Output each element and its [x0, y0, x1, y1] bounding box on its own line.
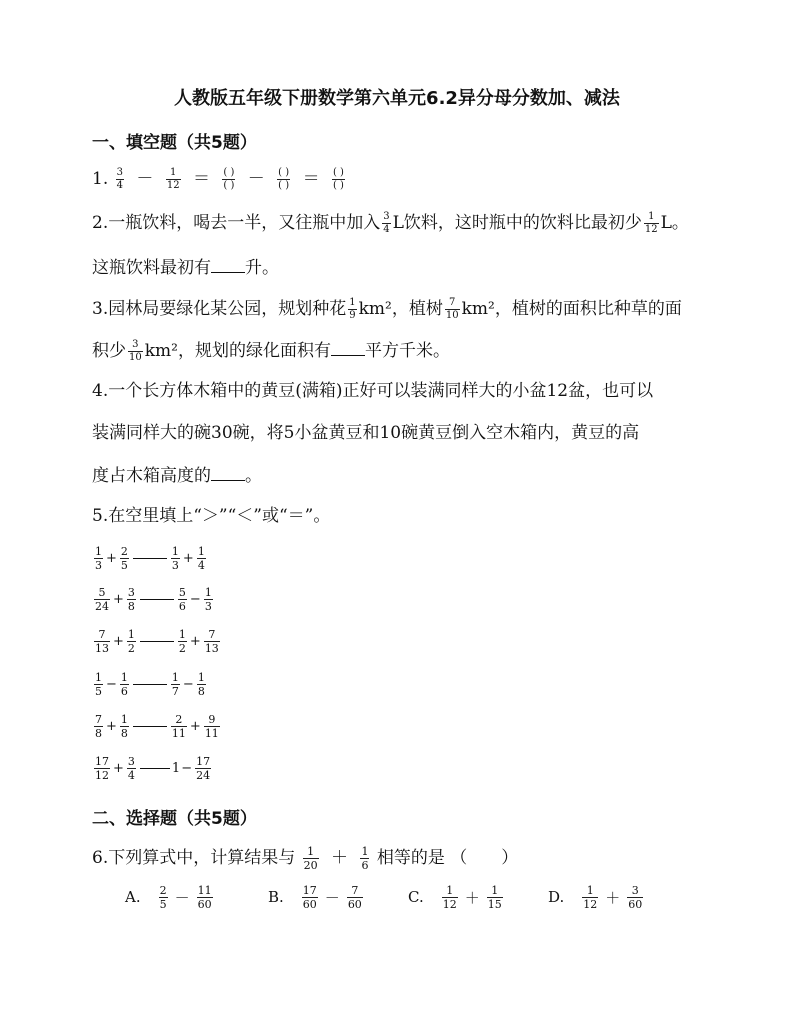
question-text: 2.一瓶饮料，喝去一半，又往瓶中加入	[92, 213, 381, 233]
numerator: 5	[178, 586, 186, 599]
fraction	[94, 546, 103, 571]
denominator: 8	[127, 600, 135, 613]
choice-option-a[interactable]	[125, 885, 215, 910]
numerator: 1	[204, 586, 212, 599]
question-text: 平方千米。	[364, 341, 450, 361]
operator-sign: +	[113, 634, 124, 649]
fraction	[120, 672, 129, 697]
denominator: 5	[159, 898, 167, 911]
denominator: 4	[197, 559, 205, 572]
denominator: 12	[95, 769, 109, 782]
option-label: D.	[548, 887, 565, 906]
fraction	[94, 629, 110, 654]
comparison-row	[92, 587, 215, 612]
comparison-blank[interactable]	[140, 768, 170, 769]
option-label: B.	[268, 887, 284, 906]
operator-sign: −	[182, 677, 194, 692]
numerator: 1	[197, 671, 205, 684]
numerator: 3	[127, 586, 135, 599]
fraction: $\frac{3}{4}$	[116, 167, 124, 191]
fraction	[197, 885, 213, 910]
numerator: 7	[95, 713, 102, 726]
denominator: 2	[127, 642, 135, 655]
operator-sign: −	[106, 677, 117, 692]
fraction	[204, 714, 220, 739]
fraction	[171, 714, 187, 739]
fraction	[204, 587, 213, 612]
denominator: 60	[628, 898, 643, 911]
denominator: 24	[95, 600, 109, 613]
question-text: km²，植树	[358, 299, 443, 319]
fraction	[197, 546, 206, 571]
denominator: 15	[487, 898, 502, 911]
operator-sign: +	[106, 719, 117, 734]
fraction	[442, 885, 458, 910]
denominator: 12	[442, 898, 457, 911]
whole-number: 1	[171, 761, 181, 776]
numerator: 1	[127, 628, 135, 641]
minus-sign: －	[247, 169, 265, 189]
question-5: 5.在空里填上“＞”“＜”或“＝”。	[92, 506, 331, 526]
fraction	[204, 629, 220, 654]
operator-sign: +	[189, 719, 201, 734]
operator-sign: −	[181, 761, 193, 776]
answer-blank-fraction[interactable]: $\frac{( )}{( )}$	[332, 167, 344, 191]
operator-sign: +	[189, 634, 201, 649]
choice-option-d[interactable]	[548, 885, 645, 910]
operator-sign: ＋	[605, 889, 621, 907]
denominator: 5	[120, 559, 128, 572]
operator-sign: +	[113, 592, 124, 607]
question-3-line-2	[92, 340, 450, 363]
denominator: 13	[95, 642, 109, 655]
answer-blank[interactable]	[331, 341, 365, 356]
question-text: 积少	[92, 341, 126, 361]
fraction	[127, 756, 136, 781]
denominator: 2	[178, 642, 186, 655]
denominator: 11	[171, 727, 186, 740]
comparison-blank[interactable]	[133, 558, 167, 559]
operator-sign: −	[189, 592, 201, 607]
question-text: km²，植树的面积比种草的面	[461, 299, 682, 319]
denominator: 24	[196, 769, 211, 782]
question-text: 相等的是 （ ）	[376, 848, 519, 868]
numerator: 1	[171, 545, 179, 558]
fraction	[627, 885, 643, 910]
operator-sign: +	[182, 551, 194, 566]
denominator: 60	[347, 898, 362, 911]
equals-sign: ＝	[192, 169, 210, 189]
plus-sign: ＋	[331, 848, 349, 868]
numerator: 9	[208, 713, 216, 726]
numerator: 3	[631, 884, 639, 897]
comparison-row	[92, 714, 222, 739]
fraction: $\frac{1}{9}$	[349, 297, 356, 321]
choice-option-c[interactable]	[408, 885, 505, 910]
comparison-blank[interactable]	[140, 641, 174, 642]
fraction	[120, 546, 129, 571]
question-text: 6.下列算式中，计算结果与	[92, 848, 296, 868]
fraction: $\frac{1}{12}$	[644, 211, 658, 235]
fraction	[159, 885, 168, 910]
page-title: 人教版五年级下册数学第六单元6.2异分母分数加、减法	[174, 88, 620, 109]
denominator: 6	[120, 685, 128, 698]
denominator: 60	[197, 898, 212, 911]
fraction	[487, 885, 503, 910]
numerator: 1	[586, 884, 594, 897]
numerator: 1	[171, 671, 179, 684]
fraction: $\frac{3}{10}$	[129, 339, 142, 363]
question-2-line-1	[92, 212, 689, 235]
question-text: 这瓶饮料最初有	[92, 258, 211, 278]
equals-sign: ＝	[302, 169, 320, 189]
fraction: $\frac{1}{6}$	[361, 845, 369, 872]
question-text: 度占木箱高度的	[92, 466, 211, 486]
numerator: 2	[159, 884, 167, 897]
operator-sign: ＋	[464, 889, 480, 907]
fraction	[178, 629, 187, 654]
question-text: L饮料，这时瓶中的饮料比最初少	[392, 213, 642, 233]
comparison-blank[interactable]	[133, 684, 167, 685]
fraction: $\frac{1}{12}$	[166, 167, 180, 191]
question-text: L。	[660, 213, 689, 233]
denominator: 13	[204, 642, 219, 655]
fraction	[127, 629, 136, 654]
answer-blank-fraction[interactable]: $\frac{( )}{( )}$	[278, 167, 290, 191]
numerator: 1	[120, 713, 128, 726]
question-4-line-1: 4.一个长方体木箱中的黄豆(满箱)正好可以装满同样大的小盆12盆，也可以	[92, 381, 654, 401]
denominator: 8	[197, 685, 205, 698]
question-4-line-2: 装满同样大的碗30碗，将5小盆黄豆和10碗黄豆倒入空木箱内，黄豆的高	[92, 423, 640, 443]
numerator: 3	[127, 755, 135, 768]
fraction	[178, 587, 187, 612]
numerator: 5	[98, 586, 106, 599]
denominator: 3	[95, 559, 102, 572]
fraction: $\frac{1}{20}$	[303, 845, 318, 872]
operator-sign: +	[106, 551, 117, 566]
question-text: 升。	[245, 258, 279, 278]
answer-blank-fraction[interactable]: $\frac{( )}{( )}$	[223, 167, 235, 191]
numerator: 7	[351, 884, 359, 897]
denominator: 11	[204, 727, 219, 740]
fraction	[347, 885, 363, 910]
numerator: 7	[208, 628, 216, 641]
denominator: 3	[171, 559, 179, 572]
section-fill-blank-heading: 一、填空题（共5题）	[92, 133, 257, 153]
numerator: 1	[197, 545, 205, 558]
operator-sign: +	[113, 761, 124, 776]
denominator: 8	[95, 727, 102, 740]
fraction	[94, 672, 103, 697]
numerator: 1	[95, 545, 102, 558]
fraction	[94, 756, 110, 781]
operator-sign: －	[174, 889, 190, 907]
question-text: 。	[245, 466, 262, 486]
denominator: 3	[204, 600, 212, 613]
denominator: 7	[171, 685, 179, 698]
answer-blank[interactable]	[211, 258, 245, 273]
comparison-blank[interactable]	[140, 599, 174, 600]
comparison-row	[92, 672, 208, 697]
denominator: 5	[95, 685, 102, 698]
question-3-line-1	[92, 298, 682, 321]
comparison-blank[interactable]	[133, 726, 167, 727]
denominator: 6	[178, 600, 186, 613]
question-2-line-2	[92, 258, 279, 277]
fraction	[171, 672, 180, 697]
denominator: 4	[127, 769, 135, 782]
section-choice-heading: 二、选择题（共5题）	[92, 809, 257, 829]
numerator: 17	[302, 884, 317, 897]
question-text: 3.园林局要绿化某公园，规划种花	[92, 299, 347, 319]
question-number: 1.	[92, 169, 109, 189]
fraction: $\frac{7}{10}$	[445, 297, 459, 321]
fraction	[197, 672, 206, 697]
numerator: 17	[196, 755, 211, 768]
question-1	[92, 168, 347, 191]
fraction	[195, 756, 211, 781]
fraction	[582, 885, 598, 910]
numerator: 1	[446, 884, 454, 897]
numerator: 2	[120, 545, 128, 558]
fraction	[94, 714, 103, 739]
question-4-line-3	[92, 466, 262, 485]
answer-blank[interactable]	[211, 466, 245, 481]
choice-option-b[interactable]	[268, 885, 365, 910]
fraction: $\frac{3}{4}$	[383, 211, 390, 235]
comparison-row	[92, 756, 213, 781]
option-label: C.	[408, 887, 424, 906]
numerator: 2	[175, 713, 183, 726]
numerator: 1	[95, 671, 102, 684]
question-text: km²，规划的绿化面积有	[144, 341, 331, 361]
numerator: 1	[120, 671, 128, 684]
denominator: 8	[120, 727, 128, 740]
comparison-row	[92, 546, 208, 571]
denominator: 60	[302, 898, 317, 911]
fraction	[120, 714, 129, 739]
numerator: 17	[95, 755, 109, 768]
numerator: 7	[98, 628, 106, 641]
operator-sign: －	[324, 889, 340, 907]
fraction	[302, 885, 318, 910]
fraction	[127, 587, 136, 612]
fraction	[171, 546, 180, 571]
question-6	[92, 846, 518, 871]
numerator: 11	[197, 884, 212, 897]
numerator: 1	[178, 628, 186, 641]
comparison-row	[92, 629, 222, 654]
numerator: 1	[491, 884, 499, 897]
fraction	[94, 587, 110, 612]
minus-sign: －	[136, 169, 154, 189]
denominator: 12	[583, 898, 598, 911]
option-label: A.	[125, 887, 141, 906]
